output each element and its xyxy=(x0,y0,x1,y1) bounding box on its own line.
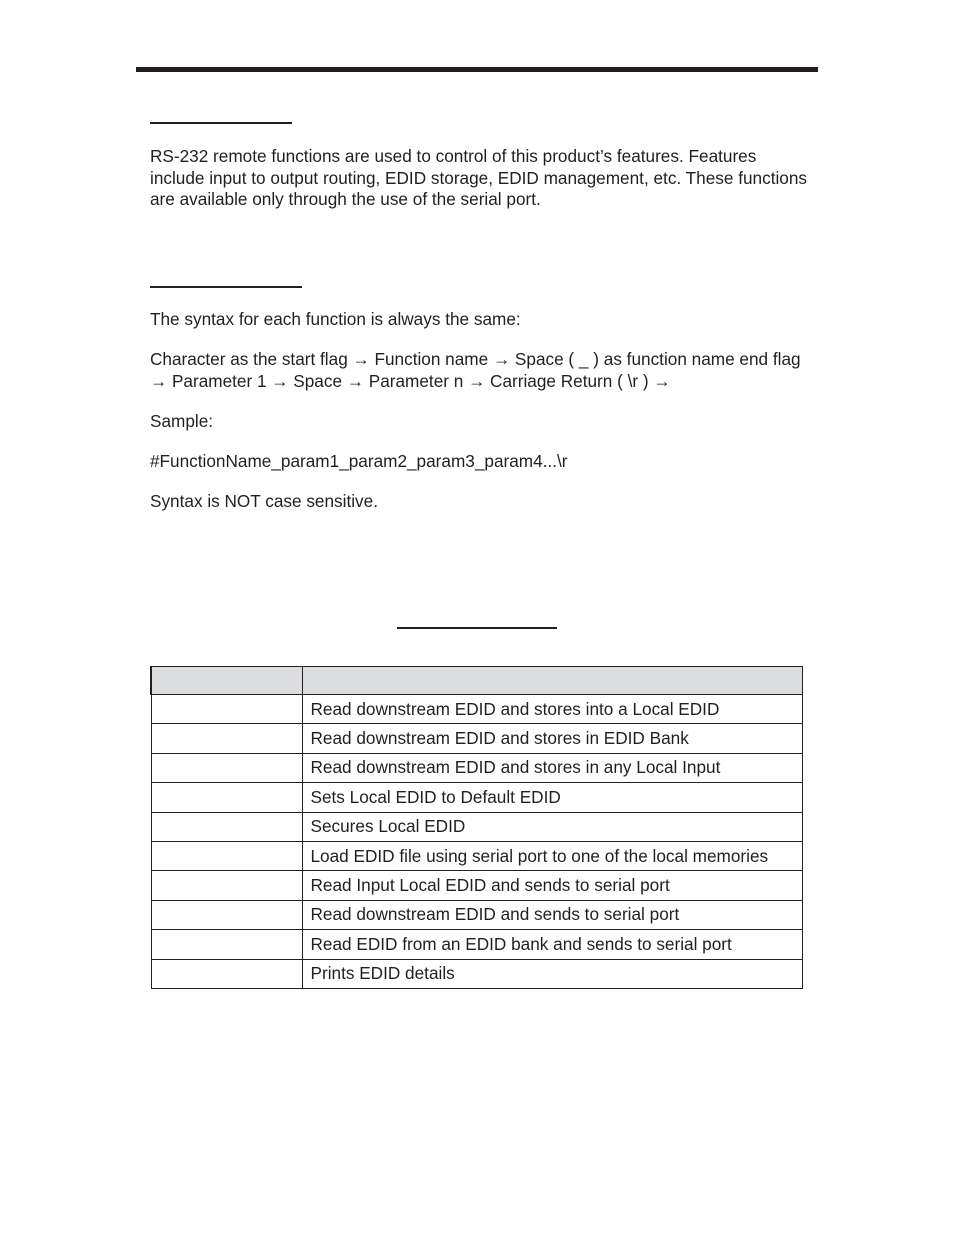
command-cell xyxy=(151,695,302,724)
syntax-intro: The syntax for each function is always the same: xyxy=(150,309,521,329)
command-cell xyxy=(151,753,302,782)
table-row xyxy=(151,871,803,900)
intro-paragraph: RS-232 remote functions are used to control of this product’s features. Features include input to output routing, EDID storage, EDID management, etc. These functions are available only through the use of the serial port. xyxy=(150,146,807,209)
header-command xyxy=(151,667,302,695)
table-row xyxy=(151,930,803,959)
command-cell xyxy=(151,841,302,870)
description-cell: Read downstream EDID and sends to serial port xyxy=(302,900,803,929)
table-row xyxy=(151,841,803,870)
command-cell xyxy=(151,724,302,753)
description-cell: Prints EDID details xyxy=(302,959,803,988)
command-cell xyxy=(151,959,302,988)
description-cell: Read downstream EDID and stores in any Local Input xyxy=(302,753,803,782)
section-heading-underline-intro xyxy=(150,122,292,124)
description-cell: Load EDID file using serial port to one of the local memories xyxy=(302,841,803,870)
description-cell: Secures Local EDID xyxy=(302,812,803,841)
table-row xyxy=(151,753,803,782)
header-description xyxy=(302,667,803,695)
command-cell xyxy=(151,871,302,900)
edid-command-table xyxy=(150,666,803,989)
page-top-rule xyxy=(136,67,818,72)
table-row xyxy=(151,900,803,929)
description-cell: Read Input Local EDID and sends to serial port xyxy=(302,871,803,900)
command-cell xyxy=(151,783,302,812)
command-cell xyxy=(151,930,302,959)
description-cell: Read downstream EDID and stores in EDID Bank xyxy=(302,724,803,753)
description-cell: Read EDID from an EDID bank and sends to serial port xyxy=(302,930,803,959)
table-row xyxy=(151,959,803,988)
case-sensitivity-note: Syntax is NOT case sensitive. xyxy=(150,491,378,511)
description-cell: Sets Local EDID to Default EDID xyxy=(302,783,803,812)
command-cell xyxy=(151,900,302,929)
table-row xyxy=(151,695,803,724)
syntax-structure: Character as the start flag → Function name → Space ( _ ) as function name end flag → Parameter 1 → Space → Parameter n → Carriage Return ( \r ) → xyxy=(150,349,801,391)
description-cell: Read downstream EDID and stores into a Local EDID xyxy=(302,695,803,724)
sample-label: Sample: xyxy=(150,411,214,431)
table-row xyxy=(151,724,803,753)
table-title-underline xyxy=(397,627,557,629)
table-row xyxy=(151,783,803,812)
command-cell xyxy=(151,812,302,841)
sample-command: #FunctionName_param1_param2_param3_param4...\r xyxy=(150,451,568,471)
section-heading-underline-syntax xyxy=(150,286,302,288)
table-header-row xyxy=(151,667,803,695)
table-row xyxy=(151,812,803,841)
